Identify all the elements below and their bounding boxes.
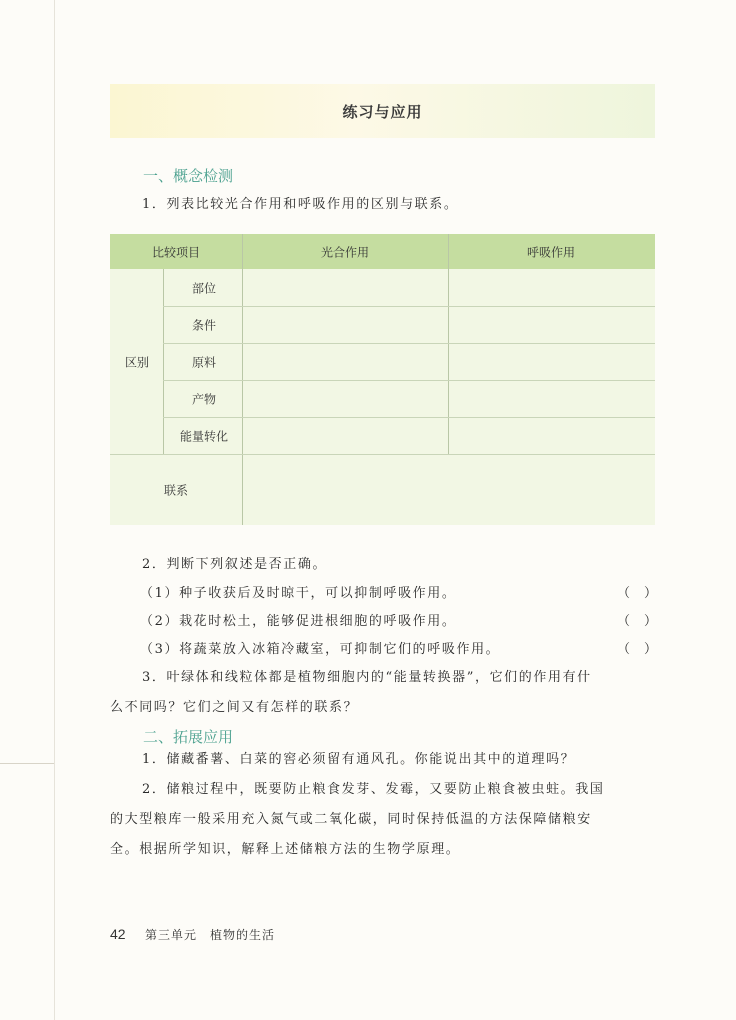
table-row-connection: 联系 bbox=[163, 483, 189, 498]
judgement-item-1: （1）种子收获后及时晾干，可以抑制呼吸作用。 bbox=[140, 586, 457, 601]
judgement-item-2: （2）栽花时松土，能够促进根细胞的呼吸作用。 bbox=[140, 614, 457, 629]
answer-bracket-2[interactable]: （ ） bbox=[617, 614, 657, 629]
table-row-location: 部位 bbox=[191, 281, 217, 296]
unit-title: 第三单元 植物的生活 bbox=[145, 928, 276, 942]
table-divider bbox=[163, 343, 655, 344]
table-row-conditions: 条件 bbox=[191, 318, 217, 333]
section-heading-concept-check: 一、概念检测 bbox=[143, 167, 234, 185]
answer-bracket-3[interactable]: （ ） bbox=[617, 642, 657, 657]
binding-mark bbox=[0, 763, 54, 764]
answer-bracket-1[interactable]: （ ） bbox=[617, 586, 657, 601]
table-divider bbox=[448, 234, 449, 454]
section-heading-extended-application: 二、拓展应用 bbox=[143, 728, 234, 746]
table-divider bbox=[163, 269, 164, 454]
table-divider bbox=[163, 380, 655, 381]
table-divider bbox=[163, 306, 655, 307]
table-header-compare-item: 比较项目 bbox=[151, 245, 201, 260]
extension-question-2: 2．储粮过程中，既要防止粮食发芽、发霉，又要防止粮食被虫蛀。我国 的大型粮库一般采用充入氮气或二氧化碳，同时保持低温的方法保障储粮安 全。根据所学知识，解释上述储粮方法的生物学原理。 bbox=[110, 782, 605, 857]
table-header-respiration: 呼吸作用 bbox=[526, 245, 576, 260]
page-spine-line bbox=[54, 0, 55, 1020]
table-row-products: 产物 bbox=[191, 392, 217, 407]
section-banner bbox=[110, 84, 655, 138]
table-divider bbox=[163, 417, 655, 418]
table-header-photosynthesis: 光合作用 bbox=[320, 245, 370, 260]
table-divider bbox=[242, 234, 243, 454]
table-row-materials: 原料 bbox=[191, 355, 217, 370]
table-divider bbox=[242, 454, 243, 525]
judgement-item-3: （3）将蔬菜放入冰箱冷藏室，可抑制它们的呼吸作用。 bbox=[140, 642, 501, 657]
question-3: 3．叶绿体和线粒体都是植物细胞内的“能量转换器”，它们的作用有什 么不同吗？它们之间又有怎样的联系？ bbox=[110, 670, 592, 715]
comparison-table bbox=[110, 234, 655, 525]
extension-question-1: 1．储藏番薯、白菜的窖必须留有通风孔。你能说出其中的道理吗？ bbox=[142, 752, 576, 767]
page-title: 练习与应用 bbox=[342, 103, 423, 121]
question-2: 2．判断下列叙述是否正确。 bbox=[142, 557, 328, 572]
table-divider bbox=[110, 454, 655, 455]
table-group-difference: 区别 bbox=[124, 355, 150, 370]
page-number: 42 bbox=[110, 926, 126, 942]
table-row-energy-conversion: 能量转化 bbox=[179, 429, 229, 444]
question-1: 1．列表比较光合作用和呼吸作用的区别与联系。 bbox=[142, 197, 459, 212]
